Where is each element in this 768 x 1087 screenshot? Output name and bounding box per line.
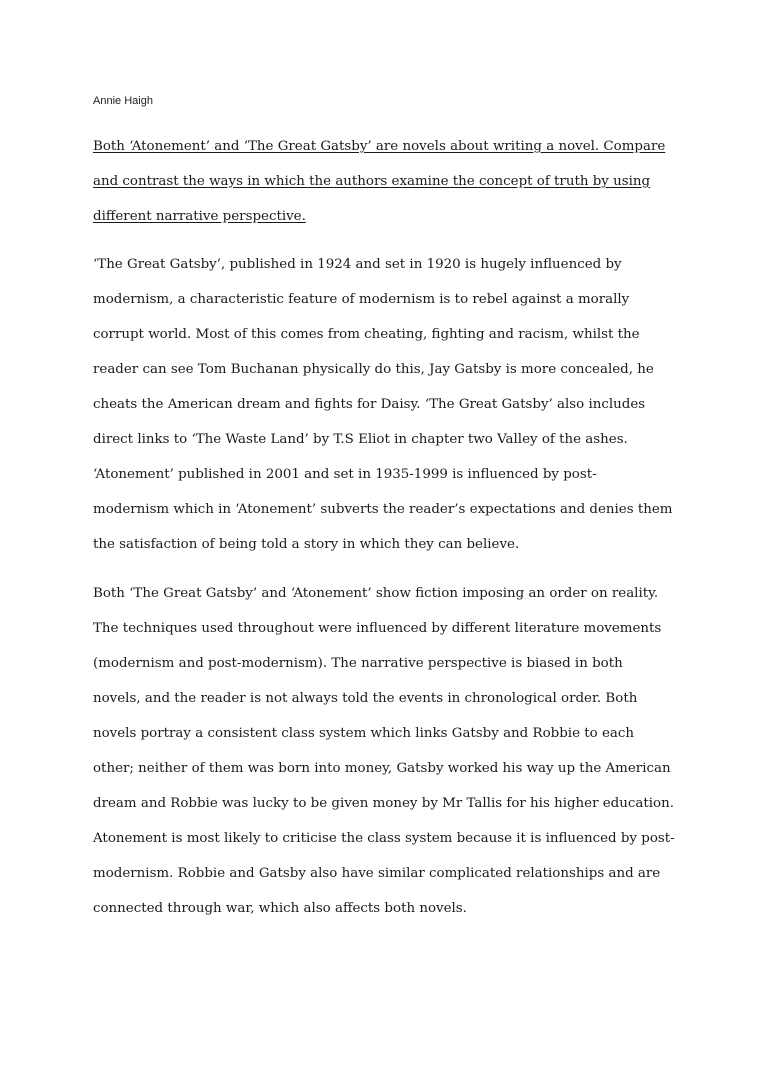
paragraph-line: ‘Atonement’ published in 2001 and set in 1935-1999 is influenced by post- — [93, 467, 597, 482]
paragraph-line: dream and Robbie was lucky to be given money by Mr Tallis for his higher education. — [93, 796, 674, 811]
paragraph-line: the satisfaction of being told a story in which they can believe. — [93, 537, 520, 552]
title-line: and contrast the ways in which the authors examine the concept of truth by using — [93, 174, 651, 189]
paragraph-line: modernism which in ‘Atonement’ subverts the reader’s expectations and denies them — [93, 502, 673, 517]
paragraph-line: ‘The Great Gatsby’, published in 1924 and set in 1920 is hugely influenced by — [93, 257, 622, 272]
paragraph-line: direct links to ‘The Waste Land’ by T.S Eliot in chapter two Valley of the ashes. — [93, 432, 628, 447]
paragraph-line: reader can see Tom Buchanan physically do this, Jay Gatsby is more concealed, he — [93, 362, 654, 377]
author-name: Annie Haigh — [93, 95, 153, 107]
paragraph-line: Atonement is most likely to criticise the class system because it is influenced by post- — [93, 831, 675, 846]
paragraph-line: Both ‘The Great Gatsby’ and ‘Atonement’ show fiction imposing an order on reality. — [93, 586, 659, 601]
paragraph-line: The techniques used throughout were influenced by different literature movements — [93, 621, 662, 636]
paragraph-line: other; neither of them was born into money, Gatsby worked his way up the American — [93, 761, 671, 776]
paragraph-line: modernism. Robbie and Gatsby also have similar complicated relationships and are — [93, 866, 661, 881]
paragraph-line: (modernism and post-modernism). The narrative perspective is biased in both — [93, 656, 623, 671]
title-line: different narrative perspective. — [93, 209, 306, 224]
paragraph-line: corrupt world. Most of this comes from cheating, fighting and racism, whilst the — [93, 327, 640, 342]
paragraph-line: cheats the American dream and fights for Daisy. ‘The Great Gatsby’ also includes — [93, 397, 646, 412]
paragraph-line: novels, and the reader is not always told the events in chronological order. Both — [93, 691, 638, 706]
paragraph-line: connected through war, which also affects both novels. — [93, 901, 467, 916]
paragraph-line: modernism, a characteristic feature of modernism is to rebel against a morally — [93, 292, 630, 307]
paragraph-line: novels portray a consistent class system which links Gatsby and Robbie to each — [93, 726, 634, 741]
title-line: Both ‘Atonement’ and ‘The Great Gatsby’ are novels about writing a novel. Compare — [93, 139, 666, 154]
